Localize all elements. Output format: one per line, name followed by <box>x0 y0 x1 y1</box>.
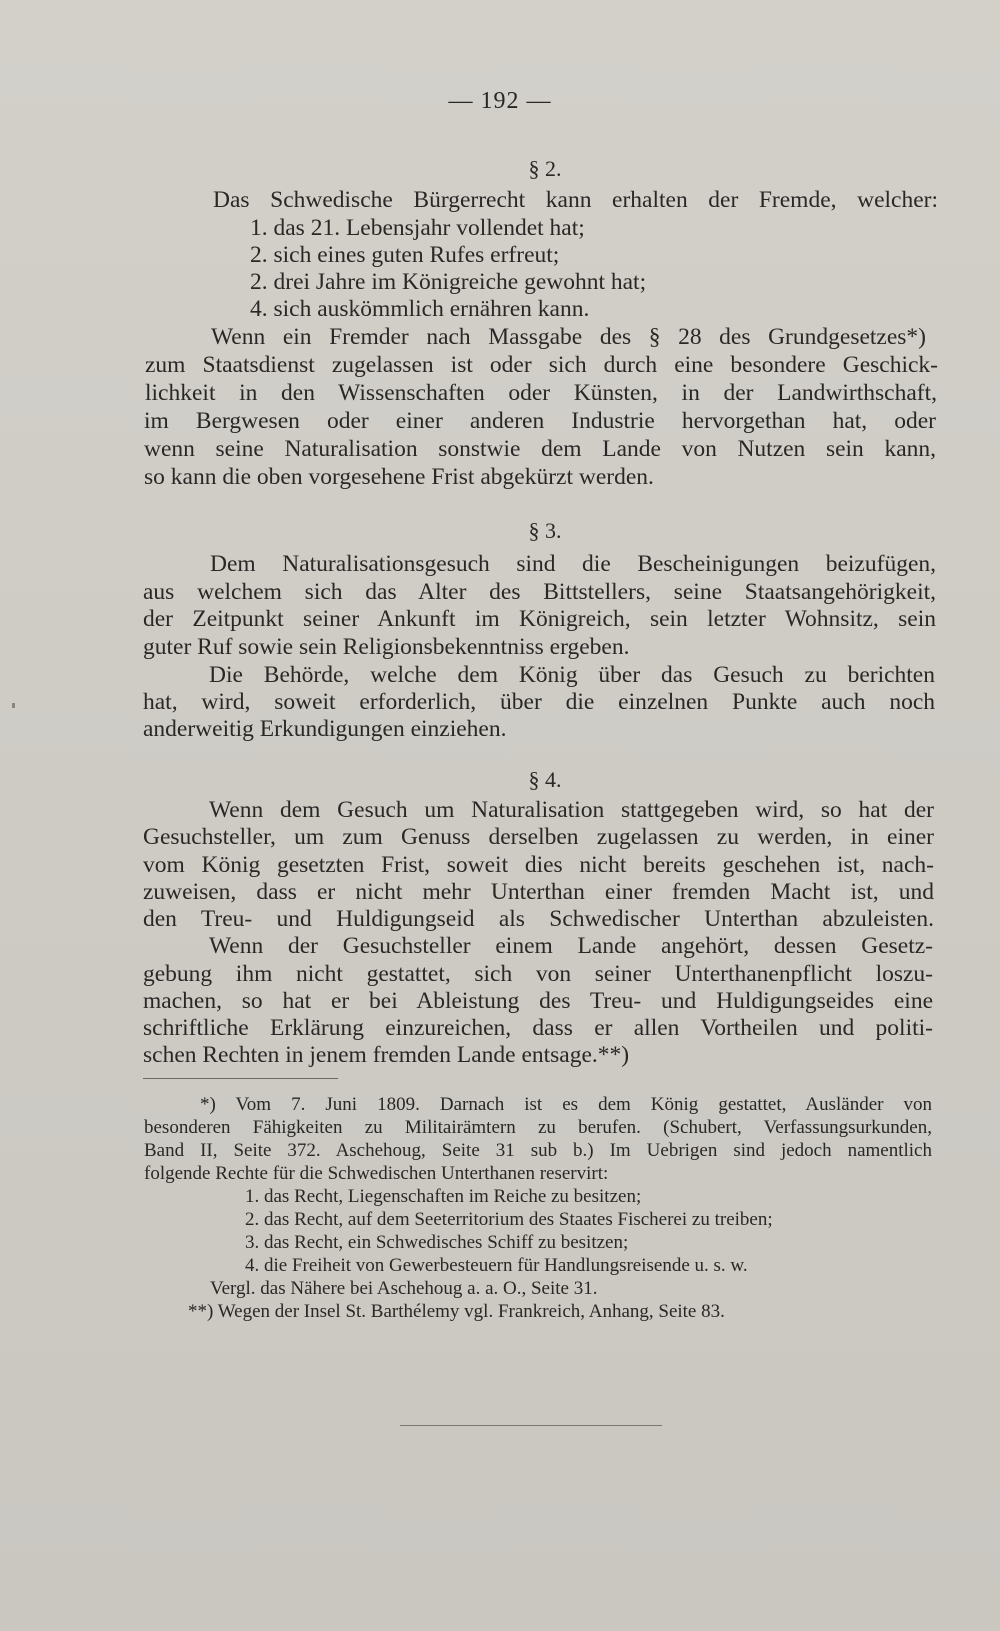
text-line: gebung ihm nicht gestattet, sich von seiner Unterthanenpflicht loszu- <box>143 961 933 987</box>
footnote-list-item: 3. das Recht, ein Schwedisches Schiff zu besitzen; <box>245 1232 629 1253</box>
text-line: aus welchem sich das Alter des Bittstellers, seine Staatsangehörigkeit, <box>143 579 936 605</box>
text-line: machen, so hat er bei Ableistung des Treu- und Huldigungseides eine <box>143 988 933 1014</box>
text-line: der Zeitpunkt seiner Ankunft im Königreich, sein letzter Wohnsitz, sein <box>143 606 936 632</box>
footnote-line: Band II, Seite 372. Aschehoug, Seite 31 sub b.) Im Uebrigen sind jedoch namentlich <box>144 1140 932 1161</box>
footnote-line: besonderen Fähigkeiten zu Militairämtern zu berufen. (Schubert, Verfassungsurkunden, <box>144 1117 932 1138</box>
footnote-line: **) Wegen der Insel St. Barthélemy vgl. Frankreich, Anhang, Seite 83. <box>188 1301 725 1322</box>
list-item: 1. das 21. Lebensjahr vollendet hat; <box>250 215 585 241</box>
text-line: Gesuchsteller, um zum Genuss derselben zugelassen zu werden, in einer <box>143 824 934 850</box>
text-line: Wenn dem Gesuch um Naturalisation stattgegeben wird, so hat der <box>209 797 934 823</box>
footnote-list-item: 4. die Freiheit von Gewerbesteuern für Handlungsreisende u. s. w. <box>245 1255 748 1276</box>
footnote-rule <box>143 1078 338 1079</box>
footnote-line: folgende Rechte für die Schwedischen Unterthanen reservirt: <box>144 1163 609 1184</box>
text-line: lichkeit in den Wissenschaften oder Künsten, in der Landwirthschaft, <box>145 380 937 406</box>
text-line: im Bergwesen oder einer anderen Industrie hervorgethan hat, oder <box>144 408 936 434</box>
list-item: 4. sich auskömmlich ernähren kann. <box>250 296 590 322</box>
footnote-line: Vergl. das Nähere bei Aschehoug a. a. O., Seite 31. <box>210 1278 598 1299</box>
margin-speck <box>12 703 15 708</box>
text-line: schen Rechten in jenem fremden Lande entsage.**) <box>143 1042 630 1068</box>
footnote-line: *) Vom 7. Juni 1809. Darnach ist es dem König gestattet, Ausländer von <box>200 1094 932 1115</box>
list-item: 2. sich eines guten Rufes erfreut; <box>250 242 560 268</box>
text-line: Wenn der Gesuchsteller einem Lande angehört, dessen Gesetz- <box>209 933 933 959</box>
section-heading-4: § 4. <box>528 767 562 792</box>
footnote-list-item: 1. das Recht, Liegenschaften im Reiche zu besitzen; <box>245 1186 642 1207</box>
footnote-list-item: 2. das Recht, auf dem Seeterritorium des Staates Fischerei zu treiben; <box>245 1209 773 1230</box>
text-line: Wenn ein Fremder nach Massgabe des § 28 des Grundgesetzes*) <box>211 324 926 350</box>
text-line: zum Staatsdienst zugelassen ist oder sich durch eine besondere Geschick- <box>145 352 938 378</box>
list-item: 2. drei Jahre im Königreiche gewohnt hat; <box>250 269 647 295</box>
section-heading-2: § 2. <box>528 156 562 181</box>
section-heading-3: § 3. <box>528 518 562 543</box>
text-line: Das Schwedische Bürgerrecht kann erhalten der Fremde, welcher: <box>213 187 938 213</box>
text-line: anderweitig Erkundigungen einziehen. <box>143 716 507 742</box>
text-line: schriftliche Erklärung einzureichen, dass er allen Vortheilen und politi- <box>143 1015 933 1041</box>
text-line: Dem Naturalisationsgesuch sind die Bescheinigungen beizufügen, <box>210 551 936 577</box>
text-line: Die Behörde, welche dem König über das Gesuch zu berichten <box>209 662 935 688</box>
end-rule <box>400 1425 662 1426</box>
text-line: guter Ruf sowie sein Religionsbekenntniss ergeben. <box>143 634 630 660</box>
text-line: hat, wird, soweit erforderlich, über die einzelnen Punkte auch noch <box>143 689 935 715</box>
text-line: den Treu- und Huldigungseid als Schwedischer Unterthan abzuleisten. <box>143 906 934 932</box>
text-line: so kann die oben vorgesehene Frist abgekürzt werden. <box>144 464 654 490</box>
text-line: wenn seine Naturalisation sonstwie dem Lande von Nutzen sein kann, <box>144 436 936 462</box>
text-line: zuweisen, dass er nicht mehr Unterthan einer fremden Macht ist, und <box>143 879 934 905</box>
page-number: — 192 — <box>448 88 552 114</box>
text-line: vom König gesetzten Frist, soweit dies nicht bereits geschehen ist, nach- <box>143 852 934 878</box>
